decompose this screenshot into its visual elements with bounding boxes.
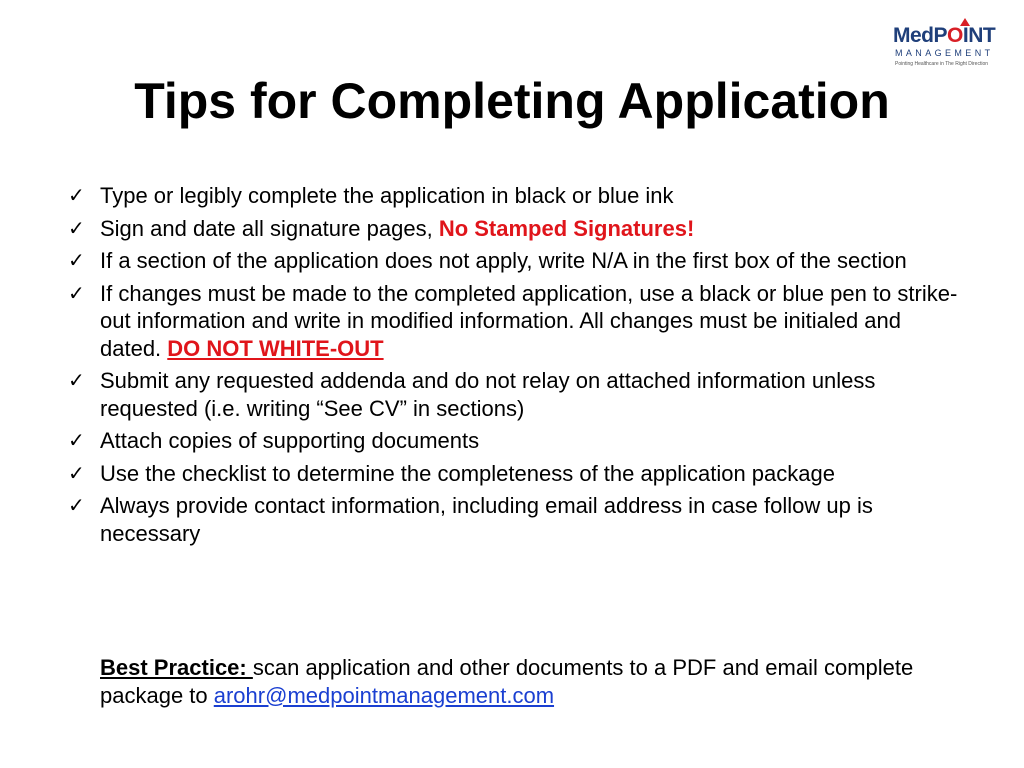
list-item bbox=[58, 492, 968, 547]
list-item bbox=[58, 247, 968, 275]
best-practice-label: Best Practice: bbox=[100, 655, 253, 680]
list-item bbox=[58, 182, 968, 210]
checkmark-icon: ✓ bbox=[68, 460, 85, 485]
list-item bbox=[58, 215, 968, 243]
checkmark-icon: ✓ bbox=[68, 215, 85, 240]
best-practice-note bbox=[100, 654, 960, 709]
best-practice-text: scan application and other documents to a PDF and email complete package to bbox=[100, 655, 914, 708]
checkmark-icon: ✓ bbox=[68, 493, 85, 517]
logo-int: INT bbox=[962, 24, 996, 47]
no-stamped-signatures-warning: No Stamped Signatures! bbox=[438, 215, 695, 241]
checkmark-icon: ✓ bbox=[68, 368, 85, 392]
list-item-text: If changes must be made to the completed application, use a black or blue pen to strike-out information and write in modified information. All changes must be initialed and dated. bbox=[100, 280, 958, 361]
list-item-text: Type or legibly complete the application in black or blue ink bbox=[100, 183, 674, 208]
list-item bbox=[58, 367, 968, 422]
list-item-text: Submit any requested addenda and do not relay on attached information unless requested (i.e. writing “See CV” in sections) bbox=[100, 368, 876, 421]
list-item-text: Sign and date all signature pages, bbox=[100, 215, 439, 241]
checkmark-icon: ✓ bbox=[68, 428, 85, 452]
logo-o: O bbox=[947, 24, 963, 47]
list-item-text: Use the checklist to determine the completeness of the application package bbox=[100, 460, 835, 486]
checkmark-icon: ✓ bbox=[68, 183, 85, 207]
medpoint-logo bbox=[893, 24, 1003, 72]
list-item-text: If a section of the application does not apply, write N/A in the first box of the section bbox=[100, 248, 907, 273]
list-item bbox=[58, 460, 968, 488]
logo-tagline: Pointing Healthcare in The Right Direction bbox=[895, 61, 989, 67]
checkmark-icon: ✓ bbox=[68, 248, 85, 272]
email-link[interactable]: arohr@medpointmanagement.com bbox=[213, 682, 555, 708]
list-item bbox=[58, 427, 968, 455]
tips-list bbox=[58, 182, 968, 552]
logo-wordmark bbox=[893, 24, 995, 48]
checkmark-icon: ✓ bbox=[68, 280, 85, 305]
slide-title: Tips for Completing Application bbox=[134, 73, 890, 129]
list-item-text: Always provide contact information, including email address in case follow up is necessary bbox=[100, 493, 873, 546]
list-item-text: Attach copies of supporting documents bbox=[100, 428, 480, 453]
logo-subtitle: MANAGEMENT bbox=[895, 48, 994, 58]
list-item bbox=[58, 280, 968, 363]
logo-p: P bbox=[933, 24, 948, 47]
do-not-white-out-warning: DO NOT WHITE-OUT bbox=[167, 335, 384, 361]
logo-med: Med bbox=[893, 24, 934, 47]
